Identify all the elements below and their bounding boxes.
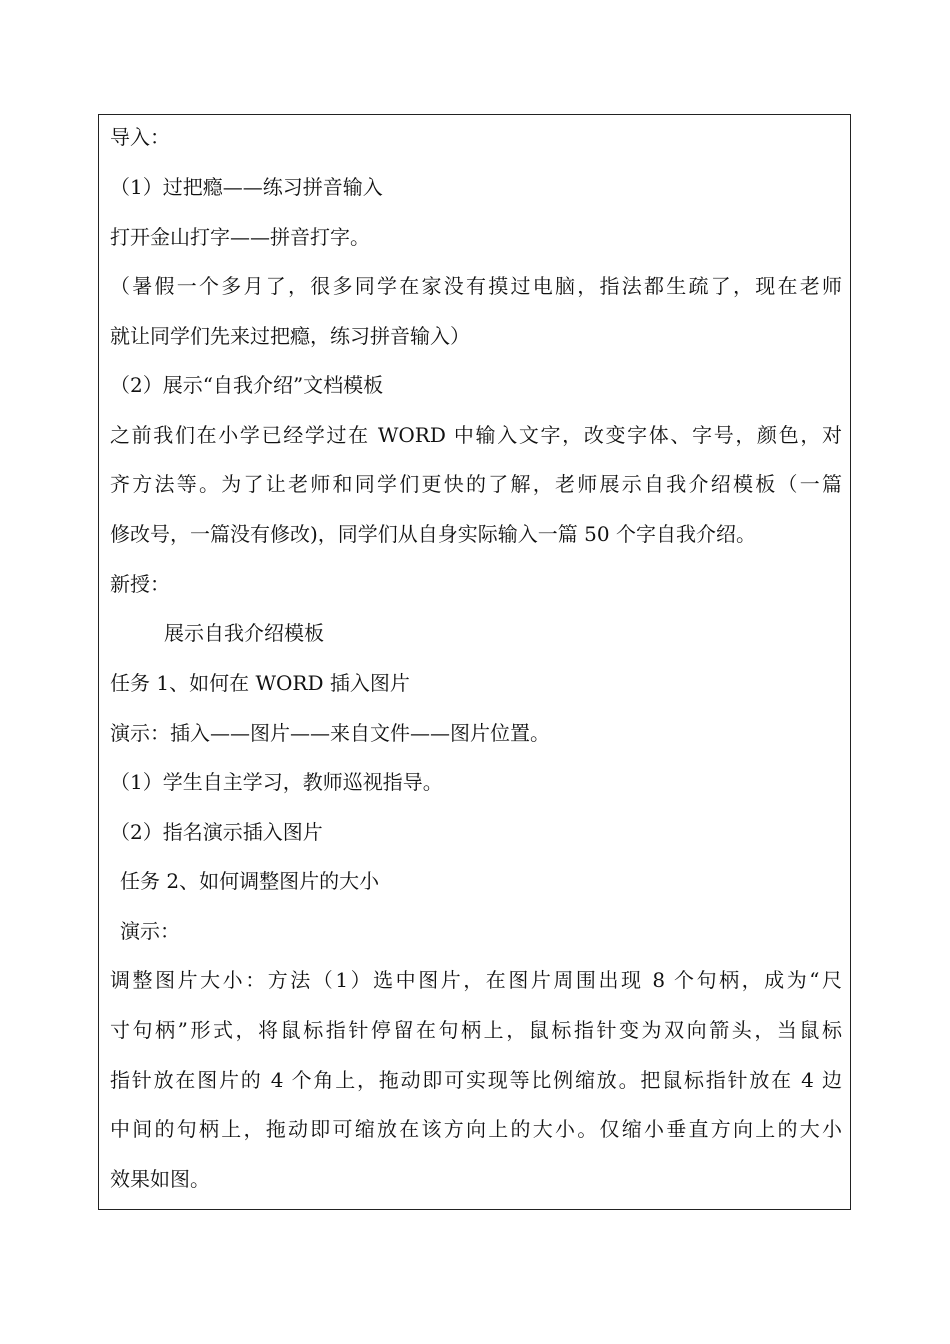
new-lesson-heading: 新授： bbox=[110, 572, 170, 596]
text-line: 修改号，一篇没有修改)，同学们从自身实际输入一篇 50 个字自我介绍。 bbox=[110, 522, 756, 546]
task-1-heading: 任务 1、如何在 WORD 插入图片 bbox=[110, 671, 410, 695]
text-line: 打开金山打字——拼音打字。 bbox=[110, 225, 370, 249]
text-line: 演示： bbox=[120, 919, 180, 943]
text-line: 演示：插入——图片——来自文件——图片位置。 bbox=[110, 721, 550, 745]
task-2-heading: 任务 2、如何调整图片的大小 bbox=[120, 869, 380, 893]
text-line: 寸句柄”形式，将鼠标指针停留在句柄上，鼠标指针变为双向箭头，当鼠标 bbox=[110, 1018, 842, 1042]
text-line: 调整图片大小：方法（1）选中图片，在图片周围出现 8 个句柄，成为“尺 bbox=[110, 968, 842, 992]
document-table-cell bbox=[98, 114, 851, 1210]
text-line: （暑假一个多月了，很多同学在家没有摸过电脑，指法都生疏了，现在老师 bbox=[110, 274, 842, 298]
text-line: 之前我们在小学已经学过在 WORD 中输入文字，改变字体、字号，颜色，对 bbox=[110, 423, 842, 447]
text-line-indented: 展示自我介绍模板 bbox=[164, 621, 324, 645]
text-line: （1）过把瘾——练习拼音输入 bbox=[110, 175, 383, 199]
text-line: 齐方法等。为了让老师和同学们更快的了解，老师展示自我介绍模板（一篇 bbox=[110, 472, 842, 496]
text-line: （1）学生自主学习，教师巡视指导。 bbox=[110, 770, 443, 794]
text-line: （2）展示“自我介绍”文档模板 bbox=[110, 373, 384, 397]
text-line: 指针放在图片的 4 个角上，拖动即可实现等比例缩放。把鼠标指针放在 4 边 bbox=[110, 1068, 842, 1092]
intro-heading: 导入： bbox=[110, 125, 170, 149]
text-line: （2）指名演示插入图片 bbox=[110, 820, 323, 844]
text-line: 中间的句柄上，拖动即可缩放在该方向上的大小。仅缩小垂直方向上的大小 bbox=[110, 1117, 842, 1141]
text-line: 就让同学们先来过把瘾，练习拼音输入） bbox=[110, 324, 470, 348]
text-line: 效果如图。 bbox=[110, 1167, 210, 1191]
